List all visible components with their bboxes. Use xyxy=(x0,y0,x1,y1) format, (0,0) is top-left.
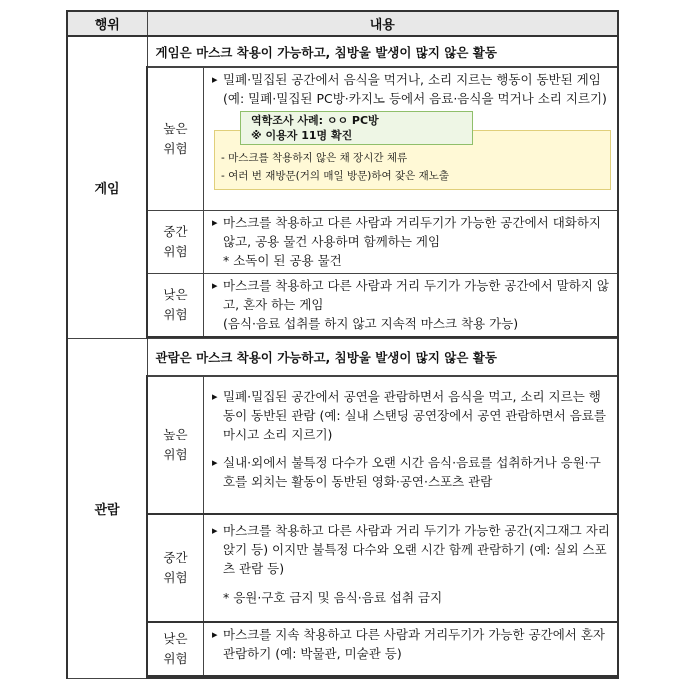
game-mid-note: * 소독이 된 공용 물건 xyxy=(223,253,342,268)
header-action: 행위 xyxy=(67,11,147,36)
viewing-high-row xyxy=(148,377,617,515)
viewing-mid-desc xyxy=(204,514,618,622)
game-mid-row xyxy=(148,211,617,274)
viewing-high-text-2: ▸ 실내·외에서 불특정 다수가 오랜 시간 음식·음료를 섭취하거나 응원·구호를 외치는 활동이 동반된 영화·공연·스포츠 관람 xyxy=(212,453,611,491)
case-subtitle: ※ 이용자 11명 확진 xyxy=(251,129,353,142)
game-high-row xyxy=(148,68,617,211)
viewing-high-text-1: ▸ 밀폐·밀집된 공간에서 공연을 관람하면서 음식을 먹고, 소리 지르는 행동이 동반된 관람 (예: 실내 스탠딩 공연장에서 공연 관람하면서 음료를 마시고 소리 지르기) xyxy=(212,387,611,444)
viewing-low-row xyxy=(148,622,617,676)
header-content: 내용 xyxy=(147,11,618,36)
game-mid-desc xyxy=(204,211,618,274)
game-levels xyxy=(147,67,618,339)
level-high: 높은 위험 xyxy=(148,377,204,515)
viewing-low-desc xyxy=(204,622,618,676)
viewing-levels xyxy=(147,376,618,679)
category-viewing: 관람 xyxy=(67,339,147,679)
game-section-title: 게임은 마스크 착용이 가능하고, 침방울 발생이 많지 않은 활동 xyxy=(147,36,618,67)
game-high-text: ▸ 밀폐·밀집된 공간에서 음식을 먹거나, 소리 지르는 행동이 동반된 게임 (예: 밀폐·밀집된 PC방·카지노 등에서 음료·음식을 먹거나 소리 지르기) xyxy=(212,70,611,108)
case-study-box xyxy=(212,111,611,199)
case-point: - 여러 번 재방문(거의 매일 방문)하여 잦은 재노출 xyxy=(221,170,450,182)
case-study-header xyxy=(240,111,473,145)
game-low-extra: (음식·음료 섭취를 하지 않고 지속적 마스크 착용 가능) xyxy=(223,316,519,331)
game-low-text: ▸ 마스크를 착용하고 다른 사람과 거리 두기가 가능한 공간에서 말하지 않고, 혼자 하는 게임 xyxy=(212,276,611,314)
game-mid-text: ▸ 마스크를 착용하고 다른 사람과 거리두기가 가능한 공간에서 대화하지 않고, 공용 물건 사용하며 함께하는 게임 xyxy=(212,213,611,251)
viewing-section-title: 관람은 마스크 착용이 가능하고, 침방울 발생이 많지 않은 활동 xyxy=(147,339,618,376)
viewing-mid-text: ▸ 마스크를 착용하고 다른 사람과 거리 두기가 가능한 공간(지그재그 자리 앉기 등) 이지만 불특정 다수와 오랜 시간 함께 관람하기 (예: 실외 스포츠 관람 등) xyxy=(212,521,611,578)
table-header-row xyxy=(67,11,618,36)
level-mid: 중간 위험 xyxy=(148,211,204,274)
viewing-low-text: ▸ 마스크를 지속 착용하고 다른 사람과 거리두기가 가능한 공간에서 혼자 관람하기 (예: 박물관, 미술관 등) xyxy=(212,625,611,663)
game-title-row xyxy=(67,36,618,67)
viewing-mid-row xyxy=(148,514,617,622)
category-game: 게임 xyxy=(67,36,147,339)
guideline-table xyxy=(66,10,619,679)
game-low-desc xyxy=(204,274,618,338)
viewing-mid-note: * 응원·구호 금지 및 음식·음료 섭취 금지 xyxy=(223,590,443,605)
game-high-desc xyxy=(204,68,618,211)
game-low-row xyxy=(148,274,617,338)
level-low: 낮은 위험 xyxy=(148,274,204,338)
level-mid: 중간 위험 xyxy=(148,514,204,622)
case-title: 역학조사 사례: ㅇㅇ PC방 xyxy=(251,114,379,127)
viewing-high-desc xyxy=(204,377,618,515)
level-high: 높은 위험 xyxy=(148,68,204,211)
viewing-title-row xyxy=(67,339,618,376)
case-point: - 마스크를 착용하지 않은 채 장시간 체류 xyxy=(221,152,408,164)
level-low: 낮은 위험 xyxy=(148,622,204,676)
